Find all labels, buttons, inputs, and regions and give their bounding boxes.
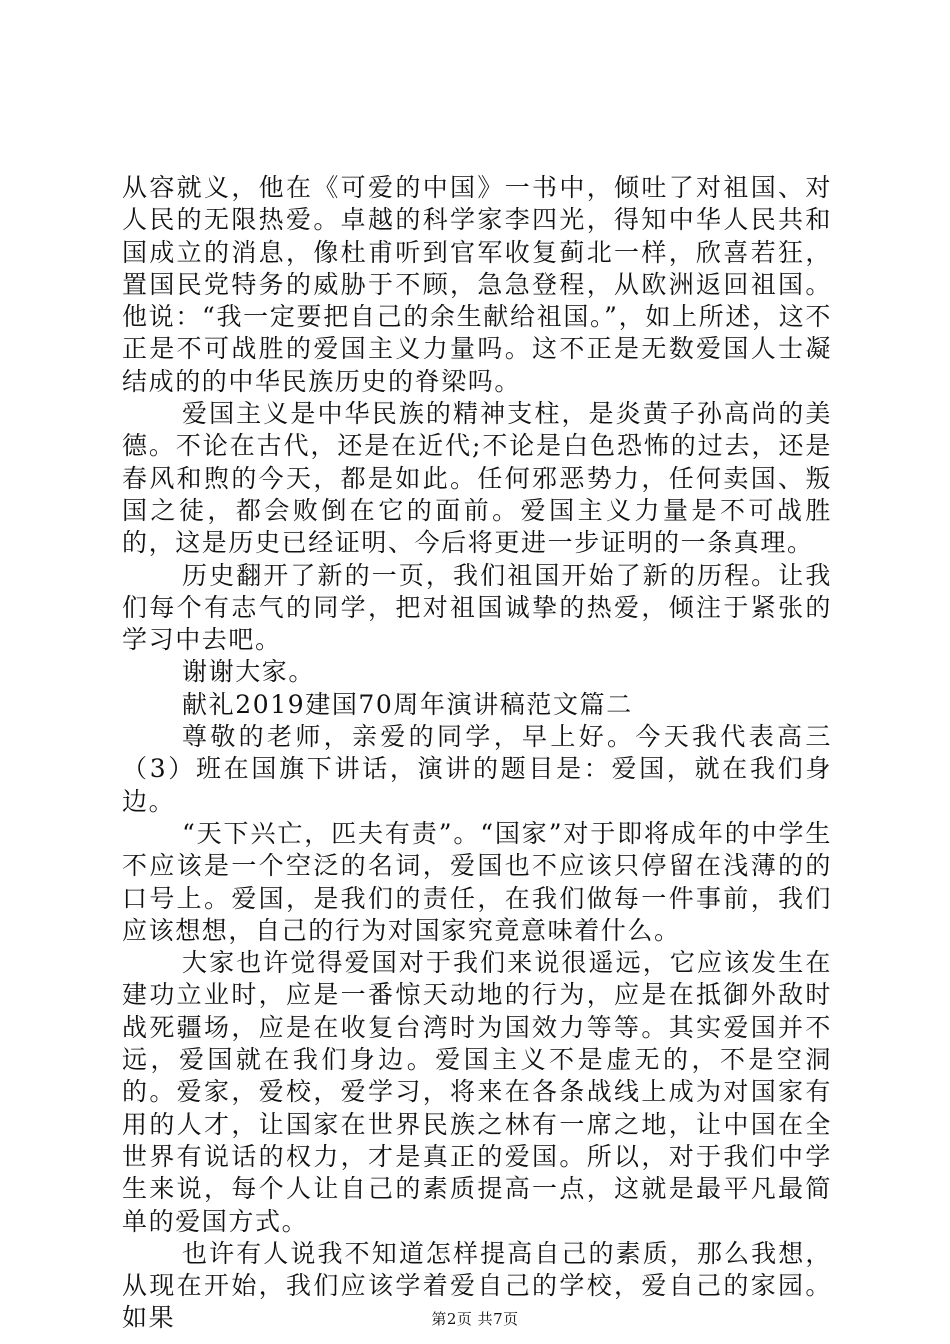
paragraph-new-chapter: 历史翻开了新的一页，我们祖国开始了新的历程。让我们每个有志气的同学，把对祖国诚挚的热爱，倾注于紧张的学习中去吧。 bbox=[122, 560, 832, 655]
paragraph-continuation: 从容就义，他在《可爱的中国》一书中，倾吐了对祖国、对人民的无限热爱。卓越的科学家李四光，得知中华人民共和国成立的消息，像杜甫听到官军收复蓟北一样，欣喜若狂，置国民党特务的威胁于不顾，急急登程，从欧洲返回祖国。他说：“我一定要把自己的余生献给祖国。”，如上所述，这不正是不可战胜的爱国主义力量吗。这不正是无数爱国人士凝结成的的中华民族历史的脊梁吗。 bbox=[122, 173, 832, 396]
paragraph-responsibility: “天下兴亡，匹夫有责”。“国家”对于即将成年的中学生不应该是一个空泛的名词，爱国也不应该只停留在浅薄的的口号上。爱国，是我们的责任，在我们做每一件事前，我们应该想想，自己的行为对国家究竟意味着什么。 bbox=[122, 818, 832, 945]
paragraph-patriotism-pillar: 爱国主义是中华民族的精神支柱，是炎黄子孙高尚的美德。不论在古代，还是在近代;不论是白色恐怖的过去，还是春风和煦的今天，都是如此。任何邪恶势力，任何卖国、叛国之徒，都会败倒在它的面前。爱国主义力量是不可战胜的，这是历史已经证明、今后将更进一步证明的一条真理。 bbox=[122, 399, 832, 558]
paragraph-greeting: 尊敬的老师，亲爱的同学，早上好。今天我代表高三（3）班在国旗下讲话，演讲的题目是：爱国，就在我们身边。 bbox=[122, 722, 832, 816]
paragraph-improve-quality: 也许有人说我不知道怎样提高自己的素质，那么我想，从现在开始，我们应该学着爱自己的学校，爱自己的家园。如果 bbox=[122, 1238, 832, 1333]
page-number-footer: 第2页 共7页 bbox=[431, 1310, 519, 1328]
paragraph-patriotism-nearby: 大家也许觉得爱国对于我们来说很遥远，它应该发生在建功立业时，应是一番惊天动地的行为，应是在抵御外敌时战死疆场，应是在收复台湾时为国效力等等。其实爱国并不远，爱国就在我们身边。爱国主义不是虚无的，不是空洞的。爱家，爱校，爱学习，将来在各条战线上成为对国家有用的人才，让国家在世界民族之林有一席之地，让中国在全世界有说话的权力，才是真正的爱国。所以，对于我们中学生来说，每个人让自己的素质提高一点，这就是最平凡最简单的爱国方式。 bbox=[122, 948, 832, 1236]
document-body bbox=[122, 172, 832, 1335]
paragraph-thanks: 谢谢大家。 bbox=[182, 657, 316, 687]
section-heading: 献礼2019建国70周年演讲稿范文篇二 bbox=[182, 689, 633, 719]
